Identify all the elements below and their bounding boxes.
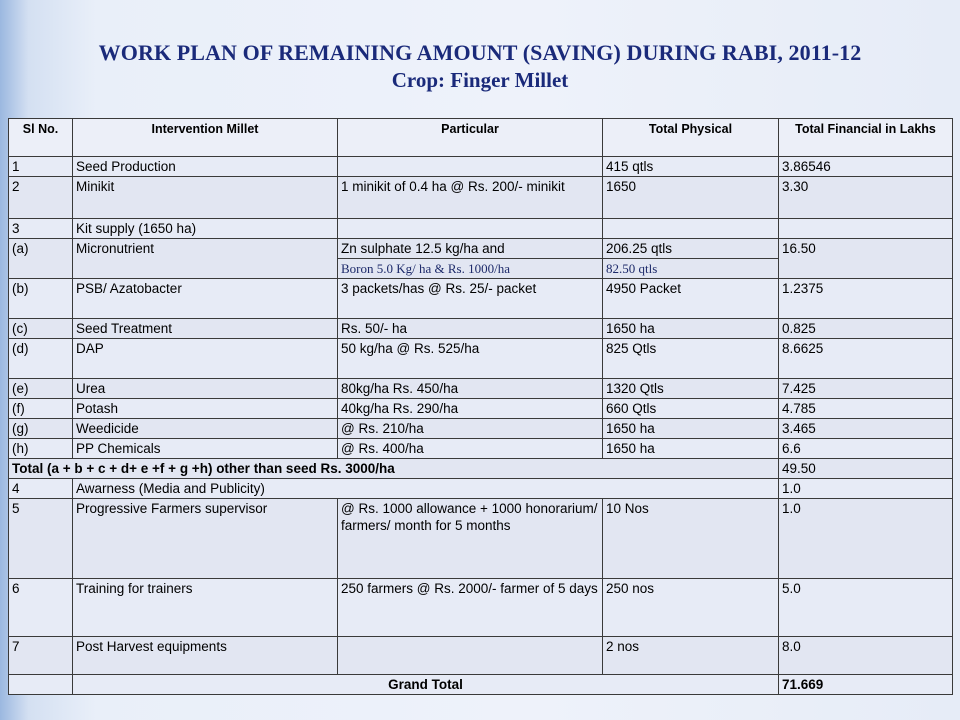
cell-financial: 4.785: [779, 399, 953, 419]
grand-total-label: Grand Total: [73, 675, 779, 695]
table-row: [9, 339, 953, 379]
header-particular: Particular: [338, 119, 603, 157]
table-row: [9, 157, 953, 177]
cell-intervention: Micronutrient: [73, 239, 338, 279]
table-row: [9, 177, 953, 219]
cell-financial: 3.86546: [779, 157, 953, 177]
cell-sl: (a): [9, 239, 73, 279]
work-plan-table: [8, 118, 953, 695]
cell-particular: @ Rs. 400/ha: [338, 439, 603, 459]
cell-intervention: DAP: [73, 339, 338, 379]
cell-financial: 3.30: [779, 177, 953, 219]
cell-intervention: Progressive Farmers supervisor: [73, 499, 338, 579]
cell-intervention: Awarness (Media and Publicity): [73, 479, 779, 499]
total-financial: 49.50: [779, 459, 953, 479]
page-title: WORK PLAN OF REMAINING AMOUNT (SAVING) DURING RABI, 2011-12: [98, 40, 862, 65]
total-label: Total (a + b + c + d+ e +f + g +h) other than seed Rs. 3000/ha: [9, 459, 779, 479]
cell-financial: 3.465: [779, 419, 953, 439]
cell-sl: 1: [9, 157, 73, 177]
cell-physical: 1320 Qtls: [603, 379, 779, 399]
cell-sl: 2: [9, 177, 73, 219]
cell-particular: @ Rs. 1000 allowance + 1000 honorarium/ farmers/ month for 5 months: [338, 499, 603, 579]
table-total-row: [9, 459, 953, 479]
cell-physical: 10 Nos: [603, 499, 779, 579]
cell-financial: 8.0: [779, 637, 953, 675]
cell-physical: 1650: [603, 177, 779, 219]
cell-particular: 1 minikit of 0.4 ha @ Rs. 200/- minikit: [338, 177, 603, 219]
header-intervention: Intervention Millet: [73, 119, 338, 157]
cell-financial: 0.825: [779, 319, 953, 339]
cell-particular: @ Rs. 210/ha: [338, 419, 603, 439]
header-total-financial: Total Financial in Lakhs: [779, 119, 953, 157]
cell-intervention: Minikit: [73, 177, 338, 219]
table-row: [9, 279, 953, 319]
cell-sl: (d): [9, 339, 73, 379]
cell-intervention: Urea: [73, 379, 338, 399]
cell-financial: 6.6: [779, 439, 953, 459]
cell-intervention: Weedicide: [73, 419, 338, 439]
cell-physical: 1650 ha: [603, 319, 779, 339]
cell-physical: 825 Qtls: [603, 339, 779, 379]
cell-intervention: Kit supply (1650 ha): [73, 219, 338, 239]
cell-sl: [9, 675, 73, 695]
table-row: [9, 637, 953, 675]
cell-financial: 16.50: [779, 239, 953, 279]
cell-financial: 5.0: [779, 579, 953, 637]
cell-sl: (e): [9, 379, 73, 399]
cell-particular: 40kg/ha Rs. 290/ha: [338, 399, 603, 419]
cell-intervention: Post Harvest equipments: [73, 637, 338, 675]
cell-physical: 206.25 qtls: [603, 239, 779, 259]
table-row: [9, 219, 953, 239]
cell-physical: 250 nos: [603, 579, 779, 637]
cell-particular: Rs. 50/- ha: [338, 319, 603, 339]
table-row: [9, 499, 953, 579]
cell-financial: 1.2375: [779, 279, 953, 319]
page-subtitle: Crop: Finger Millet: [391, 68, 569, 92]
cell-particular: [338, 219, 603, 239]
cell-sl: 3: [9, 219, 73, 239]
cell-physical: [603, 219, 779, 239]
cell-sl: (c): [9, 319, 73, 339]
cell-intervention: Seed Production: [73, 157, 338, 177]
cell-physical: 415 qtls: [603, 157, 779, 177]
table-row: [9, 439, 953, 459]
cell-physical: 2 nos: [603, 637, 779, 675]
cell-sl: (g): [9, 419, 73, 439]
cell-sl: (f): [9, 399, 73, 419]
cell-physical: 82.50 qtls: [603, 259, 779, 279]
cell-sl: (h): [9, 439, 73, 459]
cell-financial: 1.0: [779, 499, 953, 579]
cell-physical: 4950 Packet: [603, 279, 779, 319]
cell-intervention: Seed Treatment: [73, 319, 338, 339]
cell-physical: 660 Qtls: [603, 399, 779, 419]
table-grand-total-row: [9, 675, 953, 695]
cell-particular: 50 kg/ha @ Rs. 525/ha: [338, 339, 603, 379]
table-row: [9, 379, 953, 399]
cell-sl: (b): [9, 279, 73, 319]
table-row: [9, 239, 953, 259]
cell-particular: 80kg/ha Rs. 450/ha: [338, 379, 603, 399]
grand-total-financial: 71.669: [779, 675, 953, 695]
cell-physical: 1650 ha: [603, 419, 779, 439]
cell-particular: [338, 157, 603, 177]
cell-financial: 8.6625: [779, 339, 953, 379]
cell-particular: [338, 637, 603, 675]
table-row: [9, 419, 953, 439]
cell-particular: Zn sulphate 12.5 kg/ha and: [338, 239, 603, 259]
cell-intervention: Training for trainers: [73, 579, 338, 637]
table-row: [9, 399, 953, 419]
header-total-physical: Total Physical: [603, 119, 779, 157]
cell-intervention: PP Chemicals: [73, 439, 338, 459]
cell-intervention: PSB/ Azatobacter: [73, 279, 338, 319]
cell-particular: 250 farmers @ Rs. 2000/- farmer of 5 days: [338, 579, 603, 637]
table-row: [9, 319, 953, 339]
cell-particular: 3 packets/has @ Rs. 25/- packet: [338, 279, 603, 319]
table-header-row: [9, 119, 953, 157]
cell-physical: 1650 ha: [603, 439, 779, 459]
cell-sl: 5: [9, 499, 73, 579]
cell-particular: Boron 5.0 Kg/ ha & Rs. 1000/ha: [338, 259, 603, 279]
table-row: [9, 479, 953, 499]
header-sl-no: Sl No.: [9, 119, 73, 157]
cell-sl: 4: [9, 479, 73, 499]
cell-sl: 7: [9, 637, 73, 675]
cell-financial: 1.0: [779, 479, 953, 499]
cell-financial: 7.425: [779, 379, 953, 399]
cell-financial: [779, 219, 953, 239]
table-row: [9, 579, 953, 637]
cell-intervention: Potash: [73, 399, 338, 419]
cell-sl: 6: [9, 579, 73, 637]
